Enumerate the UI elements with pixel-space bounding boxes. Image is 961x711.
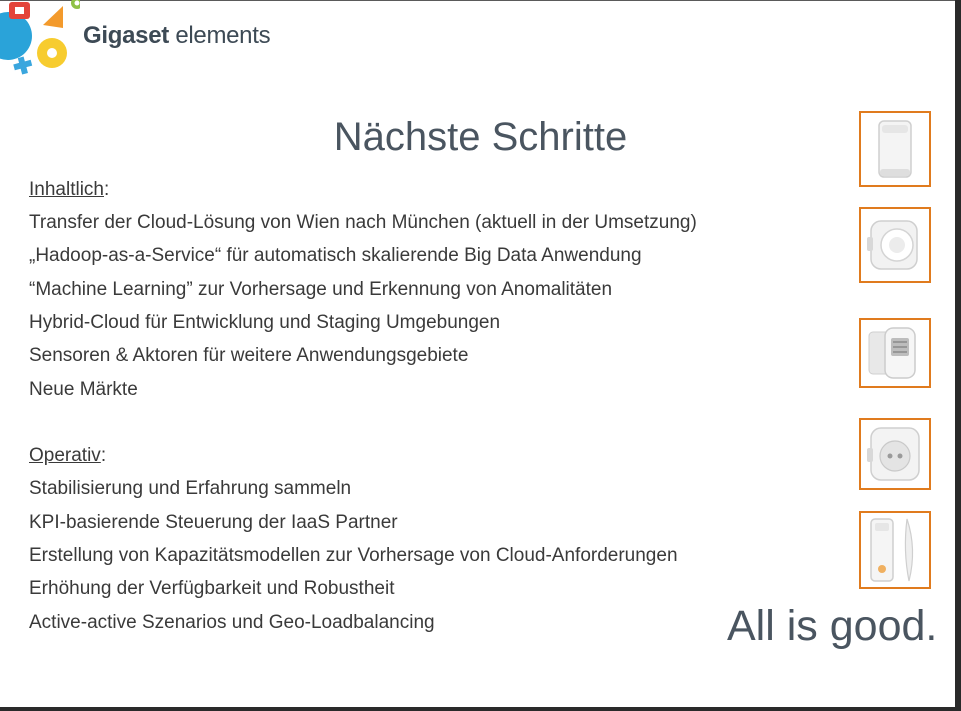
- list-item: Stabilisierung und Erfahrung sammeln: [29, 478, 352, 499]
- product-thumb-thermostat: [859, 318, 931, 388]
- product-thumb-siren: [859, 207, 931, 283]
- list-item: Hybrid-Cloud für Entwicklung und Staging Umgebungen: [29, 312, 501, 333]
- bottom-border: [0, 707, 961, 711]
- list-item: Neue Märkte: [29, 379, 138, 400]
- product-thumb-base-station: [859, 111, 931, 187]
- logo-brand: Gigaset: [83, 22, 169, 49]
- logo-sub: elements: [175, 22, 271, 49]
- smart-plug-icon: [861, 420, 929, 488]
- gigaset-elements-shapes-logo-icon: [0, 0, 80, 85]
- list-item: KPI-basierende Steuerung der IaaS Partner: [29, 512, 398, 533]
- thermostat-icon: [861, 320, 929, 386]
- slogan: All is good.: [727, 602, 938, 650]
- product-thumb-smart-plug: [859, 418, 931, 490]
- right-border: [955, 0, 961, 711]
- door-sensor-icon: [861, 513, 929, 587]
- base-station-icon: [861, 113, 929, 185]
- list-item: Active-active Szenarios und Geo-Loadbalancing: [29, 612, 435, 633]
- list-item: “Machine Learning” zur Vorhersage und Erkennung von Anomalitäten: [29, 279, 613, 300]
- section-heading: Operativ:: [29, 445, 107, 466]
- list-item: Erhöhung der Verfügbarkeit und Robustheit: [29, 578, 395, 599]
- gigaset-elements-logo: [0, 0, 300, 90]
- list-item: Transfer der Cloud-Lösung von Wien nach München (aktuell in der Umsetzung): [29, 212, 697, 233]
- product-thumb-door-sensor: [859, 511, 931, 589]
- slide-title: Nächste Schritte: [333, 115, 628, 159]
- list-item: Sensoren & Aktoren für weitere Anwendungsgebiete: [29, 345, 469, 366]
- section-heading: Inhaltlich:: [29, 179, 110, 200]
- siren-icon: [861, 209, 929, 281]
- section-heading-text: Operativ: [29, 445, 101, 466]
- list-item: Erstellung von Kapazitätsmodellen zur Vorhersage von Cloud-Anforderungen: [29, 545, 678, 566]
- logo-wordmark: [83, 22, 270, 50]
- list-item: „Hadoop-as-a-Service“ für automatisch skalierende Big Data Anwendung: [29, 245, 642, 266]
- section-heading-text: Inhaltlich: [29, 179, 104, 200]
